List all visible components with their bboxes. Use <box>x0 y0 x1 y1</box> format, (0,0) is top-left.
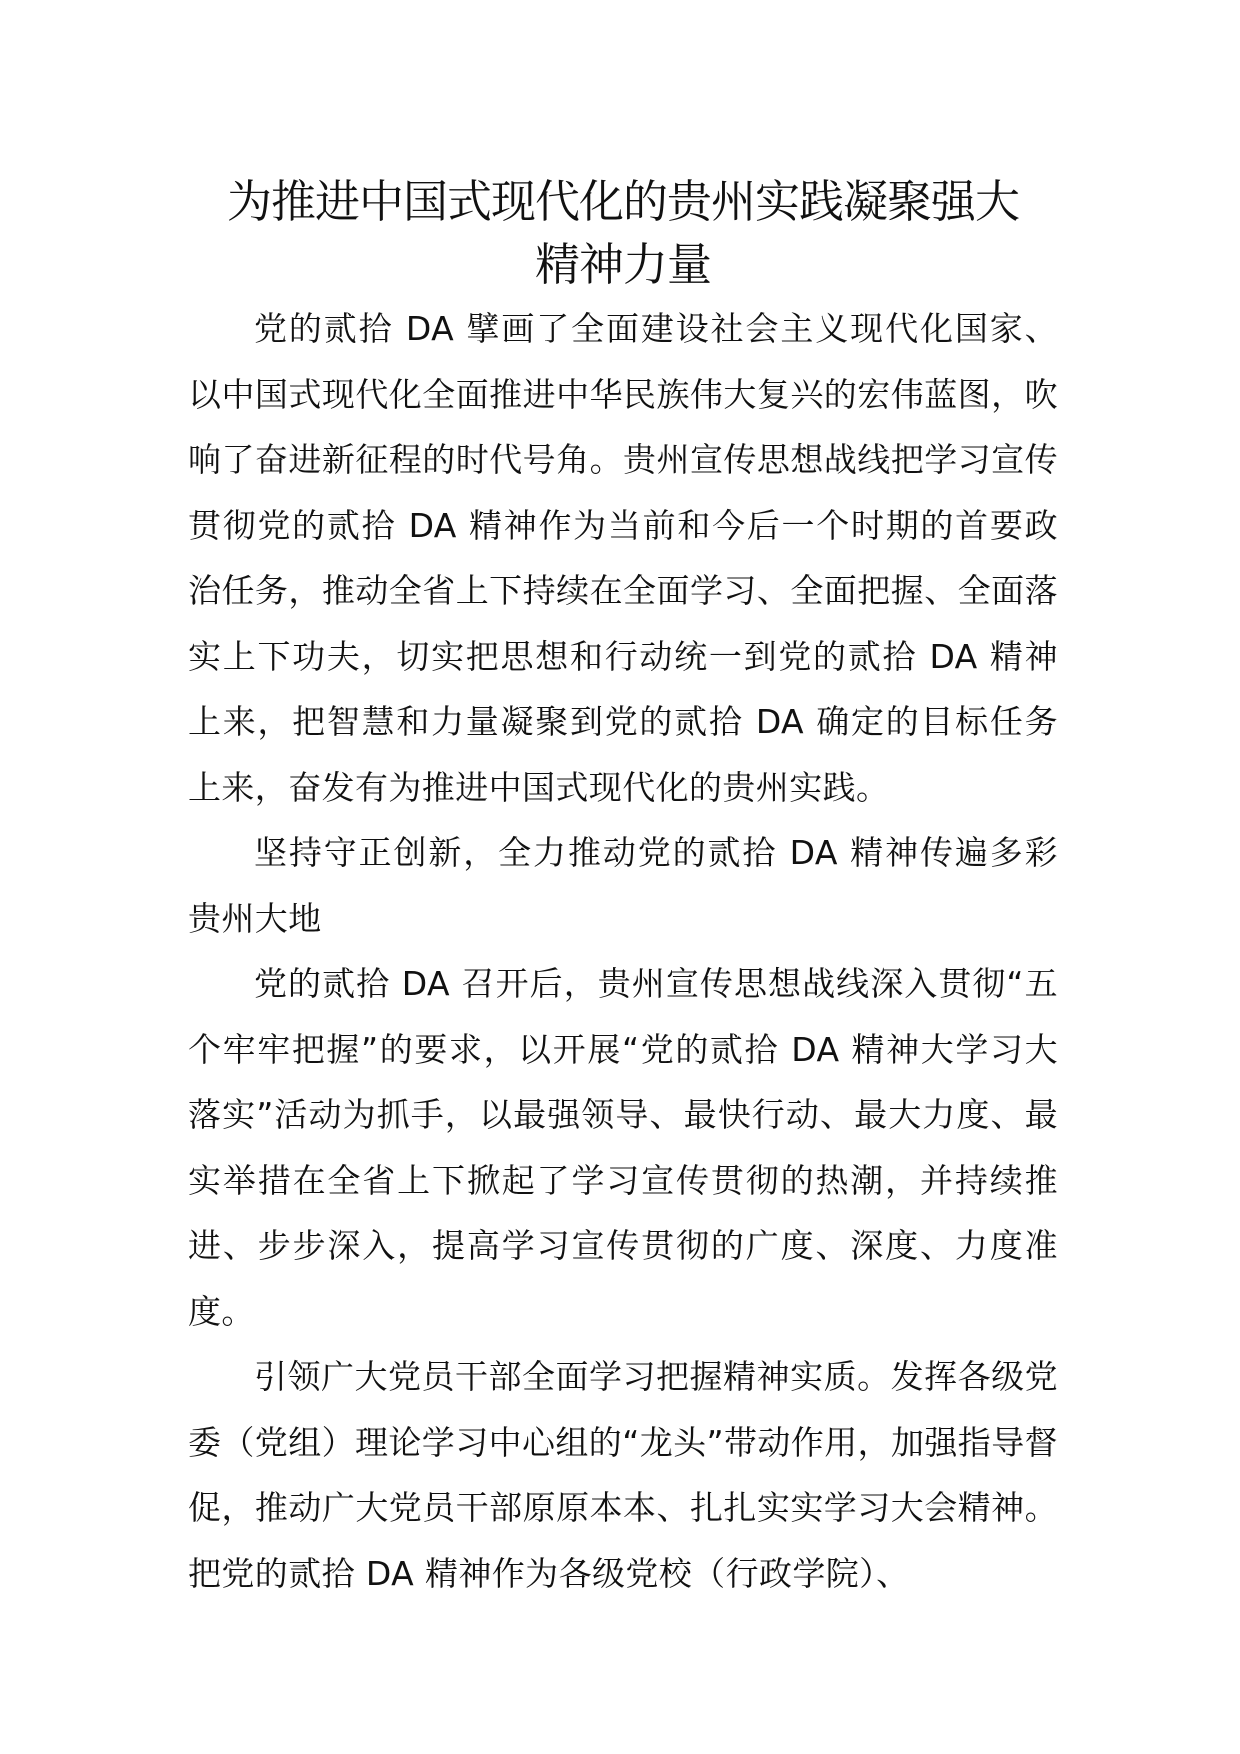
document-page <box>188 170 1058 1606</box>
paragraph-1: 党的贰拾 DA 擘画了全面建设社会主义现代化国家、以中国式现代化全面推进中华民族伟大复兴的宏伟蓝图，吹响了奋进新征程的时代号角。贵州宣传思想战线把学习宣传贯彻党的贰拾 DA 精神作为当前和今后一个时期的首要政治任务，推动全省上下持续在全面学习、全面把握、全面落实上下功夫，切实把思想和行动统一到党的贰拾 DA 精神上来，把智慧和力量凝聚到党的贰拾 DA 确定的目标任务上来，奋发有为推进中国式现代化的贵州实践。 <box>188 309 1058 807</box>
document-title <box>176 170 1070 296</box>
paragraph-3: 引领广大党员干部全面学习把握精神实质。发挥各级党委（党组）理论学习中心组的“龙头”带动作用，加强指导督促，推动广大党员干部原原本本、扎扎实实学习大会精神。把党的贰拾 DA 精神作为各级党校（行政学院）、 <box>188 1357 1058 1593</box>
title-line-1: 为推进中国式现代化的贵州实践凝聚强大 <box>226 175 1019 228</box>
section-heading: 坚持守正创新，全力推动党的贰拾 DA 精神传遍多彩贵州大地 <box>188 833 1058 938</box>
paragraph-2: 党的贰拾 DA 召开后，贵州宣传思想战线深入贯彻“五个牢牢把握”的要求，以开展“党的贰拾 DA 精神大学习大落实”活动为抓手，以最强领导、最快行动、最大力度、最实举措在全省上下掀起了学习宣传贯彻的热潮，并持续推进、步步深入，提高学习宣传贯彻的广度、深度、力度准度。 <box>188 964 1058 1331</box>
title-line-2: 精神力量 <box>534 238 711 291</box>
